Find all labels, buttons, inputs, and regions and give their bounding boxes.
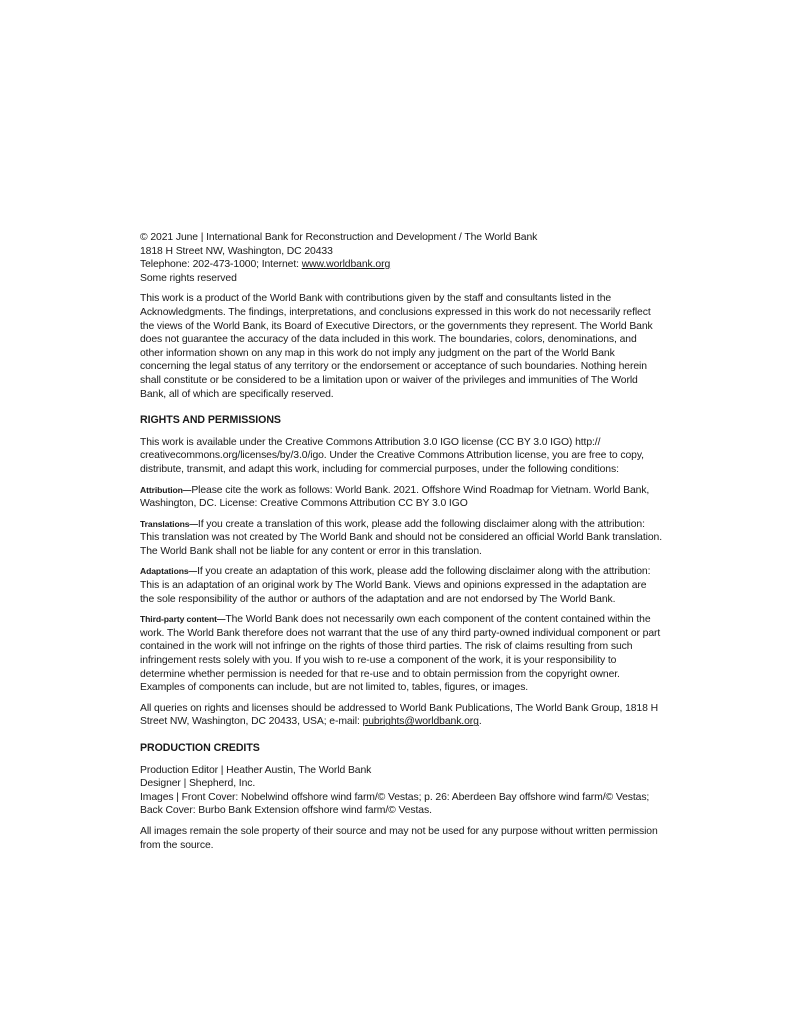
email-link[interactable]: pubrights@worldbank.org xyxy=(362,716,479,728)
website-link[interactable]: www.worldbank.org xyxy=(301,259,391,271)
queries-paragraph xyxy=(140,702,662,729)
copyright-block xyxy=(140,231,662,285)
telephone-text: Telephone: 202-473-1000; Internet: xyxy=(140,259,302,271)
third-party-paragraph xyxy=(140,613,662,695)
translations-term: Translations— xyxy=(140,518,198,529)
third-party-term: Third-party content— xyxy=(140,614,226,625)
address-line: 1818 H Street NW, Washington, DC 20433 xyxy=(140,245,333,257)
attribution-term: Attribution— xyxy=(140,484,192,495)
translations-paragraph xyxy=(140,518,662,559)
adaptations-term: Adaptations— xyxy=(140,566,198,577)
third-party-text: The World Bank does not necessarily own each component of the content contained within the work. The World Bank therefore does not warrant that the use of any third party-owned individual component or part contained in the work will not infringe on the rights of those third parties. The risk of claims resulting from such infringement rests solely with you. If you wish to re-use a component of the work, it is your responsibility to determine whether permission is needed for that re-use and to obtain permission from the copyright owner. Examples of components can include, but are not limited to, tables, figures, or images. xyxy=(140,614,661,694)
page-content xyxy=(140,231,662,852)
adaptations-paragraph xyxy=(140,565,662,606)
credits-block xyxy=(140,764,662,818)
license-intro: This work is available under the Creative Commons Attribution 3.0 IGO license (CC BY 3.0 IGO) http:// creativecommons.org/licenses/by/3.0/igo. Under the Creative Commons Attribution license, you are free to copy, distribute, transmit, and adapt this work, including for commercial purposes, under the following conditions: xyxy=(140,436,644,475)
images-credit: Images | Front Cover: Nobelwind offshore wind farm/© Vestas; p. 26: Aberdeen Bay offshore wind farm/© Vestas; Back Cover: Burbo Bank Extension offshore wind farm/© Vestas. xyxy=(140,791,650,817)
rights-permissions-heading: RIGHTS AND PERMISSIONS xyxy=(140,414,281,427)
rights-reserved: Some rights reserved xyxy=(140,272,237,284)
contact-line xyxy=(140,258,662,272)
queries-end: . xyxy=(478,716,482,728)
production-editor: Production Editor | Heather Austin, The World Bank xyxy=(140,764,372,776)
disclaimer-paragraph: This work is a product of the World Bank with contributions given by the staff and consultants listed in the Acknowledgments. The findings, interpretations, and conclusions expressed in this work do not necessarily reflect the views of the World Bank, its Board of Executive Directors, or the governments they represent. The World Bank does not guarantee the accuracy of the data included in this work. The boundaries, colors, denominations, and other information shown on any map in this work do not imply any judgment on the part of the World Bank concerning the legal status of any territory or the endorsement or acceptance of such boundaries. Nothing herein shall constitute or be considered to be a limitation upon or waiver of the privileges and immunities of The World Bank, all of which are specifically reserved. xyxy=(140,293,653,400)
designer-credit: Designer | Shepherd, Inc. xyxy=(140,778,256,790)
attribution-paragraph xyxy=(140,484,662,511)
adaptations-text: If you create an adaptation of this work, please add the following disclaimer along with the attribution: This is an adaptation of an original work by The World Bank. Views and opinions expressed in the adaptation are the sole responsibility of the author or authors of the adaptation and are not endorsed by The World Bank. xyxy=(140,566,651,605)
production-credits-heading: PRODUCTION CREDITS xyxy=(140,742,260,754)
images-note: All images remain the sole property of their source and may not be used for any purpose without written permission from the source. xyxy=(140,825,658,851)
attribution-text: Please cite the work as follows: World Bank. 2021. Offshore Wind Roadmap for Vietnam. World Bank, Washington, DC. License: Creative Commons Attribution CC BY 3.0 IGO xyxy=(140,484,650,510)
queries-text: All queries on rights and licenses should be addressed to World Bank Publications, The World Bank Group, 1818 H Street NW, Washington, DC 20433, USA; e-mail: xyxy=(140,702,658,728)
translations-text: If you create a translation of this work, please add the following disclaimer along with the attribution: This translation was not created by The World Bank and should not be considered an official World Bank translation. The World Bank shall not be liable for any content or error in this translation. xyxy=(140,518,662,557)
copyright-line: © 2021 June | International Bank for Reconstruction and Development / The World Bank xyxy=(140,232,538,243)
